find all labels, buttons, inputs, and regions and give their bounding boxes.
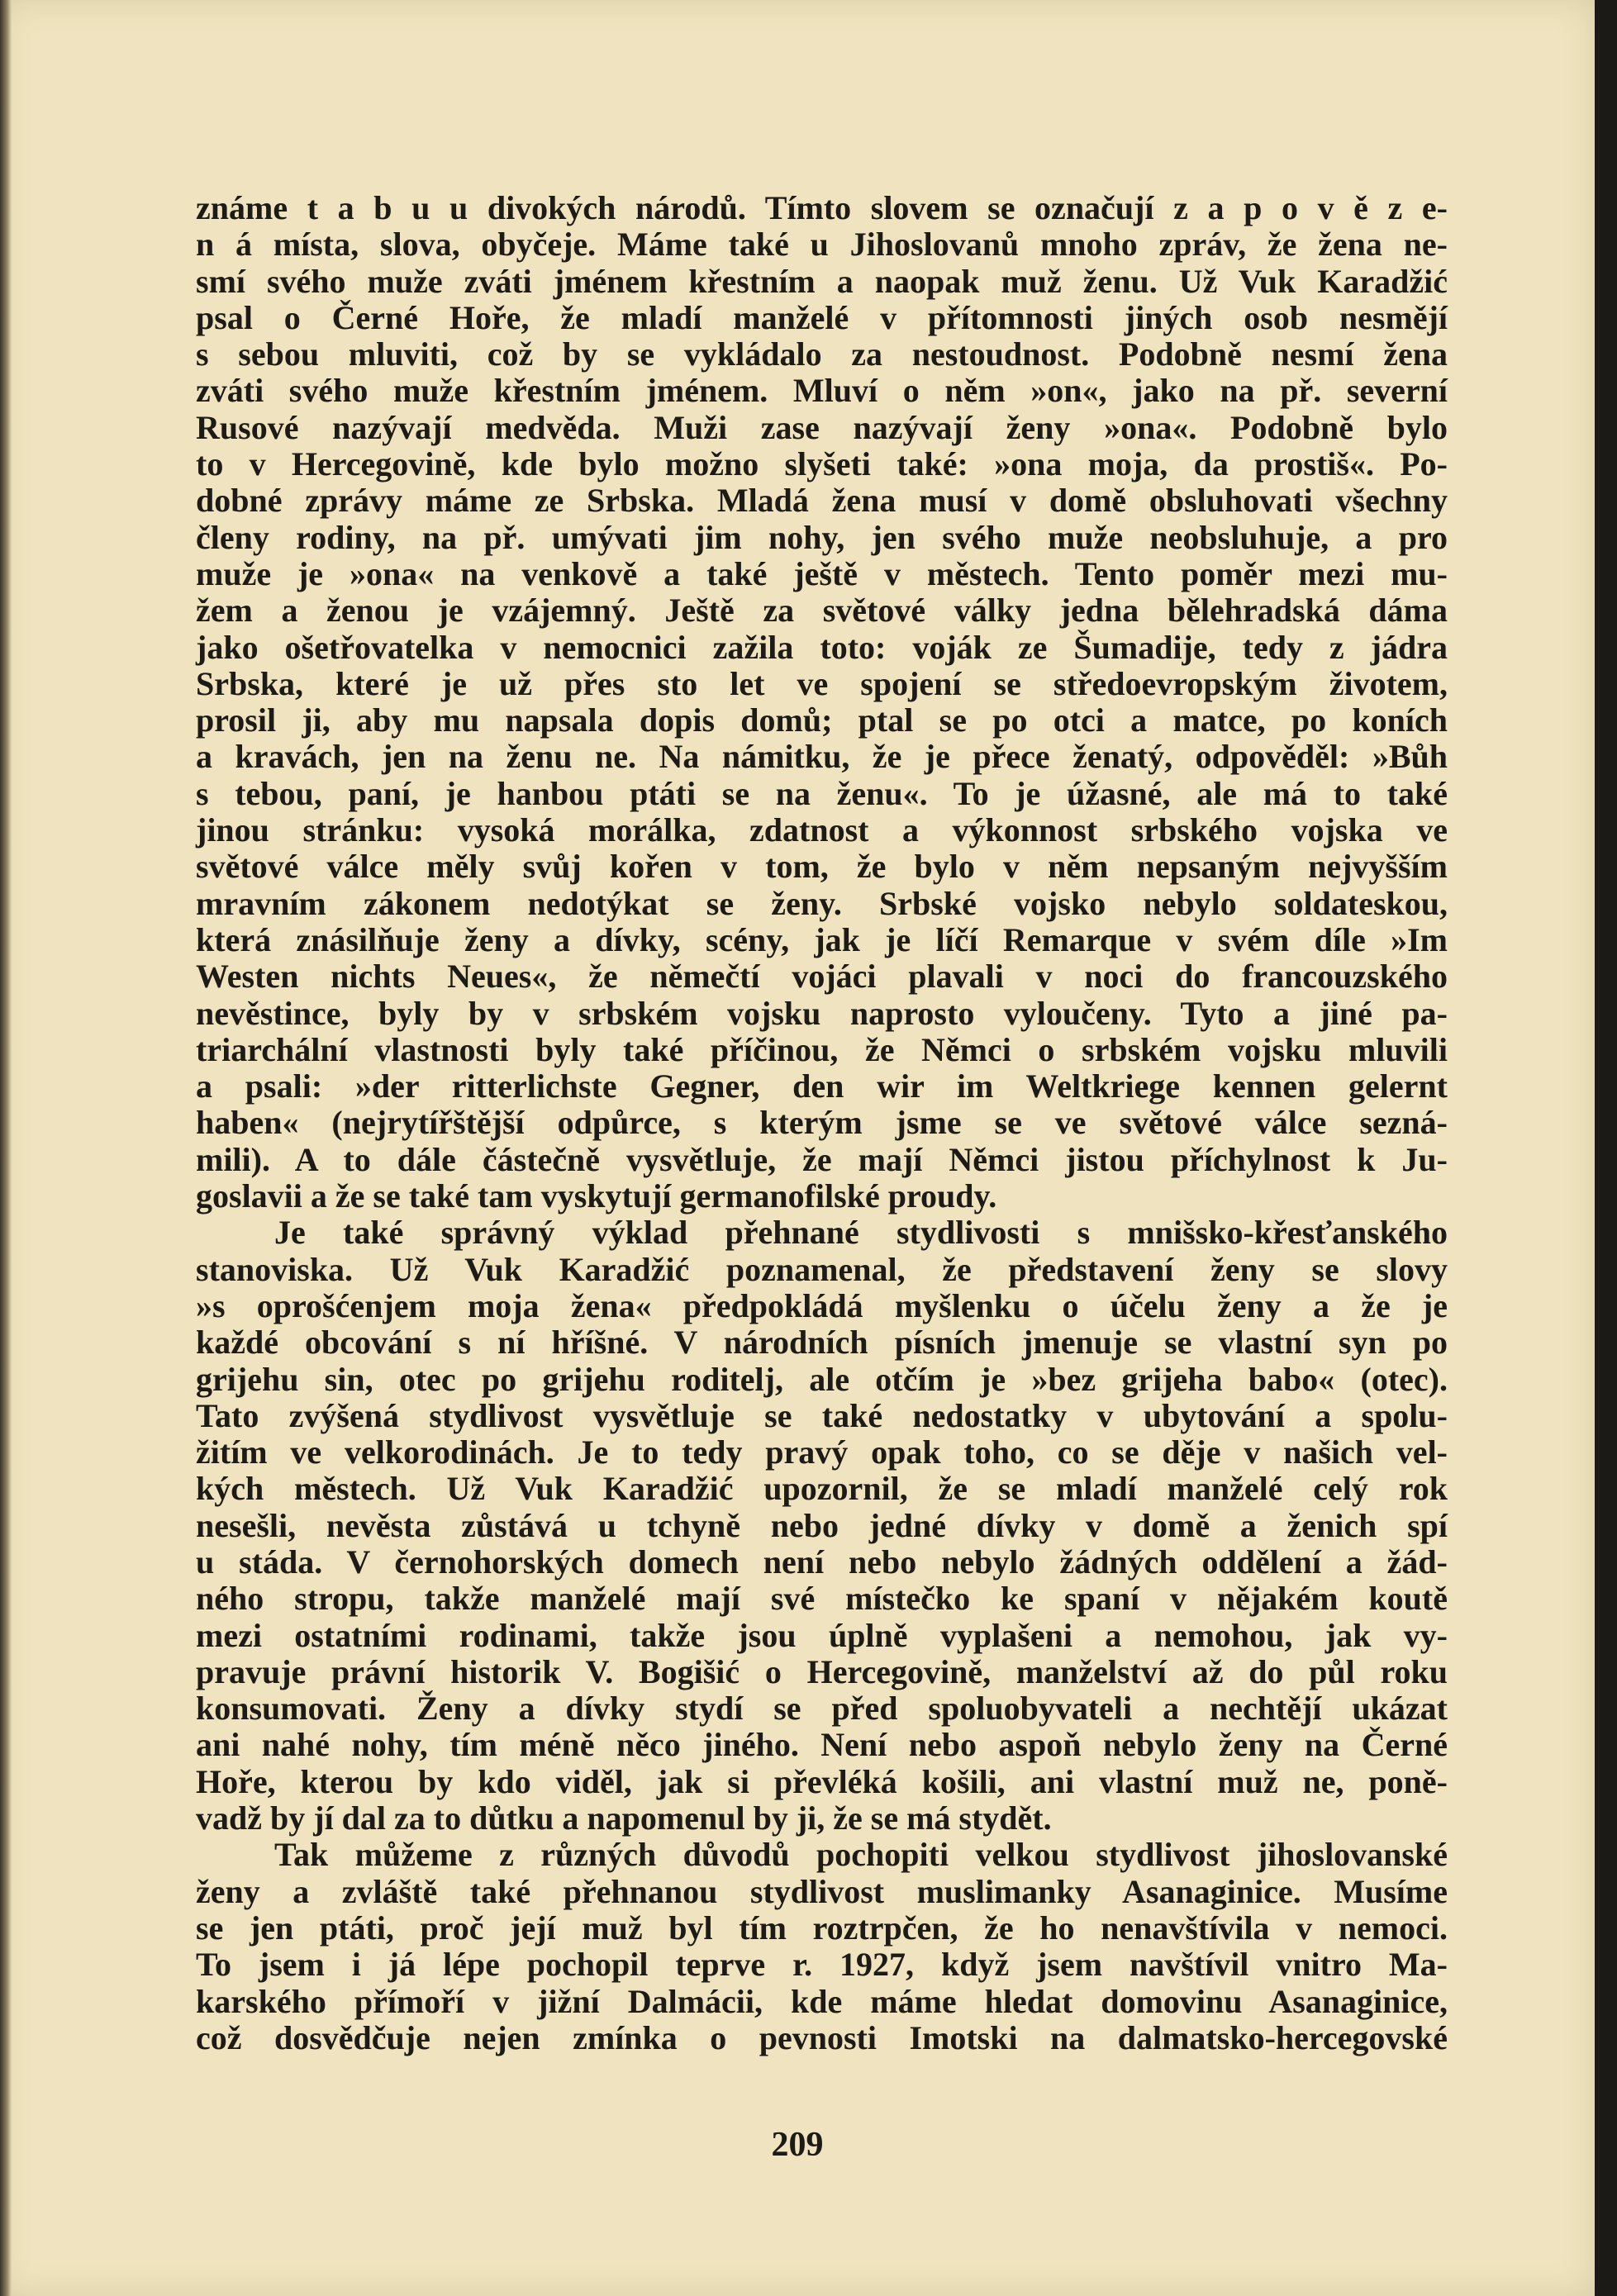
text-line: ného stropu, takže manželé mají své místečko ke spaní v nějakém koutě (196, 1580, 1448, 1618)
text-line: n á místa, slova, obyčeje. Máme také u Jihoslovanů mnoho zpráv, že žena ne- (196, 226, 1448, 264)
page-number: 209 (771, 2126, 824, 2164)
text-line: s tebou, paní, je hanbou ptáti se na ženu«. To je úžasné, ale má to také (196, 774, 1448, 812)
text-line: mezi ostatními rodinami, takže jsou úplně vyplašeni a nemohou, jak vy- (196, 1616, 1448, 1654)
text-line: Tato zvýšená stydlivost vysvětluje se také nedostatky v ubytování a spolu- (196, 1396, 1448, 1434)
text-line: světové válce měly svůj kořen v tom, že bylo v něm nepsaným nejvyšším (196, 848, 1448, 886)
text-line: goslavii a že se také tam vyskytují germanofilské proudy. (196, 1177, 997, 1215)
text-line: známe t a b u u divokých národů. Tímto slovem se označují z a p o v ě z e- (196, 189, 1448, 226)
text-line: Hoře, kterou by kdo viděl, jak si převléká košili, ani vlastní muž ne, poně- (196, 1762, 1448, 1800)
text-line: dobné zprávy máme ze Srbska. Mladá žena musí v domě obsluhovati všechny (196, 482, 1448, 520)
text-line: mravním zákonem nedotýkat se ženy. Srbské vojsko nebylo soldateskou, (196, 884, 1448, 922)
paragraph-3 (196, 1837, 1448, 2056)
text-line: stanoviska. Už Vuk Karadžić poznamenal, že představení ženy se slovy (196, 1250, 1448, 1288)
text-line: kých městech. Už Vuk Karadžić upozornil, že se mladí manželé celý rok (196, 1470, 1448, 1508)
paragraph-2 (196, 1215, 1448, 1837)
text-line: haben« (nejrytířštější odpůrce, s kterým jsme se ve světové válce sezná- (196, 1104, 1448, 1142)
text-line: mili). A to dále částečně vysvětluje, že mají Němci jistou příchylnost k Ju- (196, 1140, 1448, 1178)
text-line: zváti svého muže křestním jménem. Mluví o něm »on«, jako na př. severní (196, 372, 1448, 410)
text-line: což dosvědčuje nejen zmínka o pevnosti Imotski na dalmatsko-hercegovské (196, 2018, 1448, 2056)
text-line: jinou stránku: vysoká morálka, zdatnost a výkonnost srbského vojska ve (196, 811, 1448, 849)
paragraph-1 (196, 190, 1448, 1215)
text-line: a kravách, jen na ženu ne. Na námitku, že je přece ženatý, odpověděl: »Bůh (196, 738, 1448, 776)
text-line: žem a ženou je vzájemný. Ještě za světové války jedna bělehradská dáma (196, 592, 1448, 630)
text-line: u stáda. V černohorských domech není nebo nebylo žádných oddělení a žád- (196, 1543, 1448, 1581)
text-line: muže je »ona« na venkově a také ještě v městech. Tento poměr mezi mu- (196, 554, 1448, 592)
body-text (196, 190, 1448, 2056)
text-line: členy rodiny, na př. umývati jim nohy, jen svého muže neobsluhuje, a pro (196, 518, 1448, 556)
text-line: ženy a zvláště také přehnanou stydlivost muslimanky Asanaginice. Musíme (196, 1872, 1448, 1910)
text-line: nevěstince, byly by v srbském vojsku naprosto vyloučeny. Tyto a jiné pa- (196, 994, 1448, 1032)
text-line: jako ošetřovatelka v nemocnici zažila toto: voják ze Šumadije, tedy z jádra (196, 628, 1448, 666)
page-binding-edge (0, 0, 12, 2296)
text-line: se jen ptáti, proč její muž byl tím roztrpčen, že ho nenavštívila v nemoci. (196, 1909, 1448, 1947)
text-line: Rusové nazývají medvěda. Muži zase nazývají ženy »ona«. Podobně bylo (196, 408, 1448, 446)
text-line: Srbska, které je už přes sto let ve spojení se středoevropským životem, (196, 664, 1448, 702)
text-line: to v Hercegovině, kde bylo možno slyšeti také: »ona moja, da prostiš«. Po- (196, 445, 1448, 483)
text-line: každé obcování s ní hříšné. V národních písních jmenuje se vlastní syn po (196, 1324, 1448, 1362)
text-line: a psali: »der ritterlichste Gegner, den wir im Weltkriege kennen gelernt (196, 1067, 1448, 1105)
text-line: psal o Černé Hoře, že mladí manželé v přítomnosti jiných osob nesmějí (196, 298, 1448, 336)
text-line: která znásilňuje ženy a dívky, scény, jak je líčí Remarque v svém díle »Im (196, 920, 1448, 958)
text-line: karského přímoří v jižní Dalmácii, kde máme hledat domovinu Asanaginice, (196, 1982, 1448, 2020)
text-line: smí svého muže zváti jménem křestním a naopak muž ženu. Už Vuk Karadžić (196, 262, 1448, 300)
text-line: To jsem i já lépe pochopil teprve r. 1927, když jsem navštívil vnitro Ma- (196, 1946, 1448, 1984)
text-line: nesešli, nevěsta zůstává u tchyně nebo jedné dívky v domě a ženich spí (196, 1506, 1448, 1544)
text-line: triarchální vlastnosti byly také příčinou, že Němci o srbském vojsku mluvili (196, 1030, 1448, 1068)
text-line: Westen nichts Neues«, že němečtí vojáci plavali v noci do francouzského (196, 958, 1448, 996)
text-line: vadž by jí dal za to důtku a napomenul by ji, že se má stydět. (196, 1799, 1052, 1837)
text-line: »s oprošćenjem moja žena« předpokládá myšlenku o účelu ženy a že je (196, 1286, 1448, 1324)
text-line: prosil ji, aby mu napsala dopis domů; ptal se po otci a matce, po koních (196, 701, 1448, 739)
text-line: konsumovati. Ženy a dívky stydí se před spoluobyvateli a nechtějí ukázat (196, 1690, 1448, 1728)
text-line: Je také správný výklad přehnané stydlivosti s mnišsko-křesťanského (274, 1214, 1448, 1252)
text-line: žitím ve velkorodinách. Je to tedy pravý opak toho, co se děje v našich vel- (196, 1433, 1448, 1471)
text-line: s sebou mluviti, což by se vykládalo za nestoudnost. Podobně nesmí žena (196, 335, 1448, 373)
scan-background (1595, 0, 1617, 2296)
text-line: ani nahé nohy, tím méně něco jiného. Není nebo aspoň nebylo ženy na Černé (196, 1726, 1448, 1764)
text-line: Tak můžeme z různých důvodů pochopiti velkou stydlivost jihoslovanské (274, 1836, 1448, 1874)
text-line: pravuje právní historik V. Bogišić o Hercegovině, manželství až do půl roku (196, 1652, 1448, 1690)
text-line: grijehu sin, otec po grijehu roditelj, ale otčím je »bez grijeha babo« (otec). (196, 1360, 1448, 1398)
